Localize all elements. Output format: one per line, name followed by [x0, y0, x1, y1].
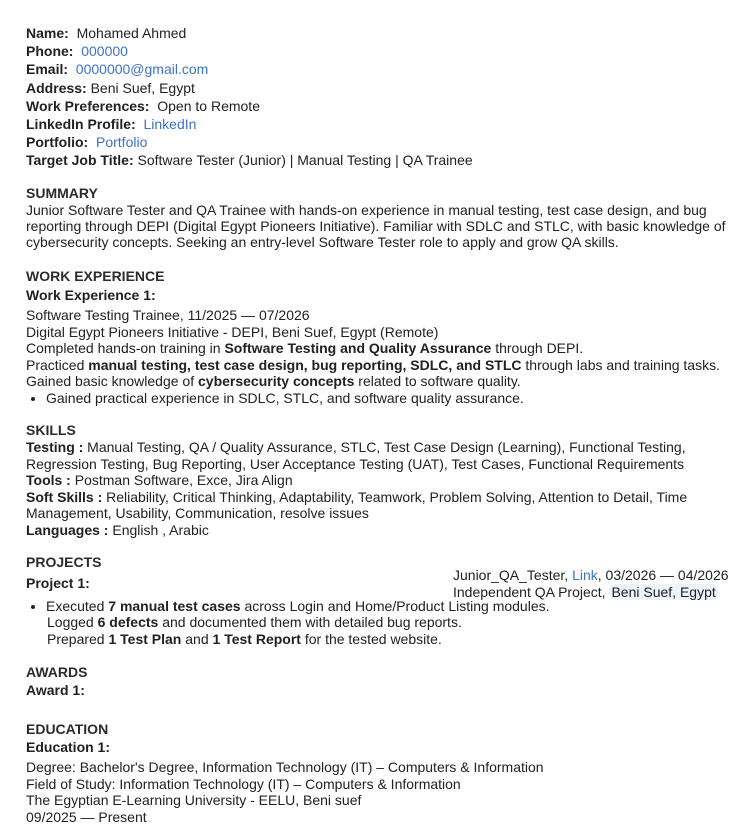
- skills-section: [26, 421, 738, 538]
- portfolio-row: [26, 133, 738, 151]
- project-item-label: Project 1:: [26, 575, 90, 592]
- work-organization: Digital Egypt Pioneers Initiative - DEPI, Beni Suef, Egypt (Remote): [26, 323, 439, 340]
- email-row: [26, 60, 738, 78]
- project-bullet: • Executed 7 manual test cases across Login and Home/Product Listing modules.: [46, 598, 738, 615]
- education-field: Field of Study: Information Technology (IT) – Computers & Information: [26, 775, 461, 792]
- work-bullet-list: [26, 390, 738, 407]
- award-item-label: Award 1:: [26, 682, 85, 699]
- skills-tools: Tools : Postman Software, Exce, Jira Align: [26, 472, 293, 489]
- email-link[interactable]: 0000000@gmail.com: [75, 61, 209, 78]
- projects-heading: PROJECTS: [26, 554, 102, 571]
- project-title-line: Junior_QA_Tester, Link, 03/2026 — 04/2026: [453, 567, 729, 584]
- phone-label: Phone:: [26, 43, 74, 60]
- skills-heading: SKILLS: [26, 422, 76, 439]
- work-experience-section: [26, 267, 738, 407]
- contact-block: [26, 24, 738, 170]
- project-line: Prepared 1 Test Plan and 1 Test Report for the tested website.: [47, 630, 442, 647]
- project-location-line: Independent QA Project, Beni Suef, Egypt: [453, 583, 716, 600]
- email-label: Email:: [26, 61, 69, 78]
- work-preferences-value: Open to Remote: [157, 97, 260, 114]
- work-description-line: Gained basic knowledge of cybersecurity concepts related to software quality.: [26, 373, 521, 390]
- linkedin-link[interactable]: LinkedIn: [143, 116, 197, 133]
- summary-heading: SUMMARY: [26, 184, 98, 201]
- projects-section: [26, 553, 738, 647]
- work-bullet: • Gained practical experience in SDLC, STLC, and software quality assurance.: [46, 390, 738, 407]
- skills-testing-continued: Regression Testing, Bug Reporting, User Acceptance Testing (UAT), Test Cases, Functional Requirements: [26, 455, 685, 472]
- work-preferences-label: Work Preferences:: [26, 97, 150, 114]
- work-experience-heading: WORK EXPERIENCE: [26, 267, 165, 284]
- education-item-label: Education 1:: [26, 738, 111, 755]
- target-job-label: Target Job Title:: [26, 152, 134, 169]
- summary-section: [26, 184, 738, 251]
- work-preferences-row: [26, 97, 738, 115]
- summary-text: Junior Software Tester and QA Trainee with hands-on experience in manual testing, test case design, and bug reporting through DEPI (Digital Egypt Pioneers Initiative). Familiar with SDLC and STLC, with basic knowledge of cybersecurity concepts. Seeking an entry-level Software Tester role to apply and grow QA skills.: [26, 201, 726, 251]
- awards-section: [26, 663, 738, 699]
- education-dates: 09/2025 — Present: [26, 808, 147, 825]
- work-description-line: Completed hands-on training in Software Testing and Quality Assurance through DEPI.: [26, 340, 584, 357]
- education-section: [26, 720, 738, 826]
- linkedin-row: [26, 115, 738, 133]
- education-school: The Egyptian E-Learning University - EELU, Beni suef: [26, 792, 362, 809]
- skills-languages: Languages : English , Arabic: [26, 521, 209, 538]
- education-heading: EDUCATION: [26, 720, 109, 737]
- resume-document: [26, 24, 738, 825]
- project-location: Beni Suef, Egypt: [611, 583, 716, 600]
- skills-soft: Soft Skills : Reliability, Critical Thinking, Adaptability, Teamwork, Problem Solving, Attention to Detail, Time: [26, 488, 688, 505]
- portfolio-label: Portfolio:: [26, 134, 89, 151]
- target-job-value: Software Tester (Junior) | Manual Testing | QA Trainee: [137, 152, 473, 169]
- target-job-row: [26, 151, 738, 169]
- address-row: [26, 79, 738, 97]
- address-label: Address:: [26, 79, 87, 96]
- linkedin-label: LinkedIn Profile:: [26, 116, 136, 133]
- name-label: Name:: [26, 25, 69, 41]
- education-degree: Degree: Bachelor's Degree, Information Technology (IT) – Computers & Information: [26, 759, 544, 776]
- portfolio-link[interactable]: Portfolio: [96, 134, 148, 151]
- address-value: Beni Suef, Egypt: [90, 79, 195, 96]
- name-row: [26, 24, 738, 42]
- skills-soft-continued: Management, Usability, Communication, resolve issues: [26, 505, 369, 522]
- project-details: [453, 567, 741, 600]
- work-experience-item-label: Work Experience 1:: [26, 286, 156, 303]
- project-link[interactable]: Link: [572, 567, 598, 584]
- awards-heading: AWARDS: [26, 664, 88, 681]
- project-line: Logged 6 defects and documented them with detailed bug reports.: [47, 614, 462, 631]
- skills-testing: Testing : Manual Testing, QA / Quality Assurance, STLC, Test Case Design (Learning), Functional Testing,: [26, 439, 686, 456]
- phone-link[interactable]: 000000: [81, 43, 128, 60]
- name-value: Mohamed Ahmed: [76, 25, 187, 41]
- work-description-line: Practiced manual testing, test case design, bug reporting, SDLC, and STLC through labs and training tasks.: [26, 356, 720, 373]
- work-title-dates: Software Testing Trainee, 11/2025 — 07/2026: [26, 307, 310, 324]
- phone-row: [26, 42, 738, 60]
